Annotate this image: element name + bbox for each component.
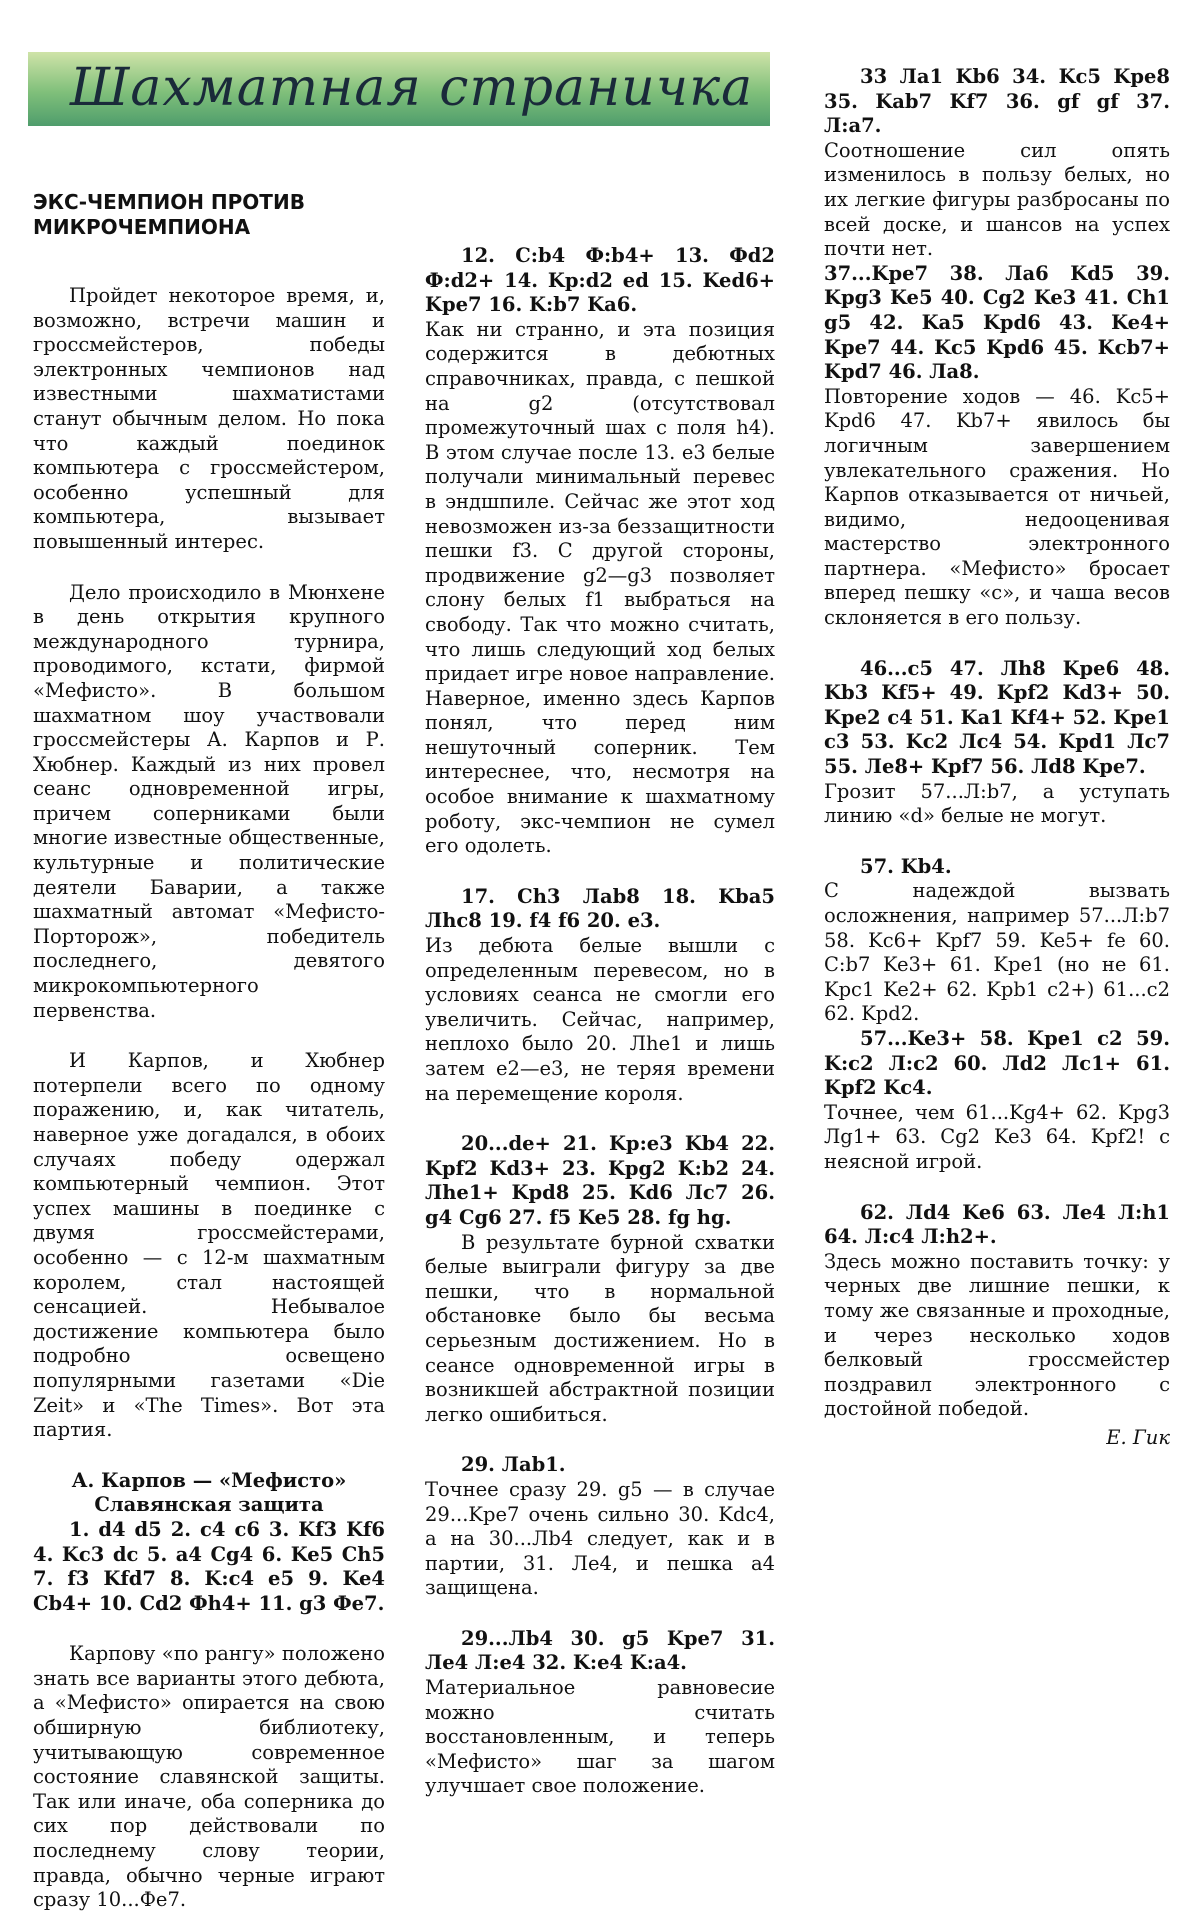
paragraph: И Карпов, и Хюбнер потерпели всего по одному поражению, и, как читатель, наверное уже догадался, в обоих случаях победу одержал компьютерный чемпион. Этот успех машины в поединке с двумя гроссмейстерами, особенно — с 12-м шахматным королем, стал настоящей сенсацией. Небывалое достижение компьютера было подробно освещено популярными газетами «Die Zeit» и «The Times». Вот эта партия.: [33, 1049, 385, 1442]
paragraph: С надеждой вызвать осложнения, например 57...Л:b7 58. Kc6+ Kpf7 59. Ke5+ fe 60. C:b7 Ke3+ 61. Kpe1 (но не 61. Kpc1 Ke2+ 62. Kpb1 c2+) 61...c2 62. Kpd2.: [824, 879, 1170, 1026]
moves-block: 29. Лab1.: [461, 1453, 566, 1477]
column-1: [33, 190, 385, 1913]
article-heading: ЭКС-ЧЕМПИОН ПРОТИВ МИКРОЧЕМПИОНА: [33, 190, 305, 239]
paragraph: Грозит 57...Л:b7, а уступать линию «d» белые не могут.: [824, 779, 1170, 828]
game-players: А. Карпов — «Мефисто»: [71, 1468, 347, 1492]
moves-block: 62. Лd4 Ke6 63. Лe4 Л:h1 64. Л:c4 Л:h2+.: [824, 1200, 1170, 1249]
paragraph: Как ни странно, и эта позиция содержится в дебютных справочниках, правда, с пешкой на g2 (отсутствовал промежуточный шах с поля h4). В этом случае после 13. e3 белые получали минимальный перевес в эндшпиле. Сейчас же этот ход невозможен из-за беззащитности пешки f3. С другой стороны, продвижение g2—g3 позволяет слону белых f1 выбраться на свободу. Так что можно считать, что лишь следующий ход белых придает игре новое направление. Наверное, именно здесь Карпов понял, что перед ним нешуточный соперник. Тем интереснее, что, несмотря на особое внимание к шахматному роботу, экс-чемпион не сумел его одолеть.: [425, 317, 775, 858]
paragraph: Повторение ходов — 46. Kc5+ Kpd6 47. Kb7+ явилось бы логичным завершением увлекательного сражения. Но Карпов отказывается от ничьей, видимо, недооценивая мастерство электронного партнера. «Мефисто» бросает вперед пешку «c», и чаша весов склоняется в его пользу.: [824, 384, 1170, 630]
paragraph: Точнее, чем 61...Kg4+ 62. Kpg3 Лg1+ 63. Cg2 Ke3 64. Kpf2! с неясной игрой.: [824, 1100, 1170, 1173]
paragraph: Пройдет некоторое время, и, возможно, встречи машин и гроссмейстеров, победы электронных чемпионов над известными шахматистами станут обычным делом. Но пока что каждый поединок компьютера с гроссмейстером, особенно успешный для компьютера, вызывает повышенный интерес.: [33, 284, 385, 553]
moves-block: 37...Kpe7 38. Лa6 Kd5 39. Kpg3 Ke5 40. Cg2 Ke3 41. Ch1 g5 42. Ka5 Kpd6 43. Ke4+ Kpe7 44. Kc5 Kpd6 45. Kcb7+ Kpd7 46. Лa8.: [824, 261, 1170, 384]
moves-block: 57...Ke3+ 58. Kpe1 c2 59. K:c2 Л:c2 60. Лd2 Лc1+ 61. Kpf2 Kc4.: [824, 1026, 1170, 1100]
section-banner: [28, 52, 770, 126]
column-3: [824, 65, 1170, 1450]
paragraph: Материальное равновесие можно считать восстановленным, и теперь «Мефисто» шаг за шагом улучшает свое положение.: [425, 1676, 775, 1798]
banner-title: Шахматная страничка: [70, 58, 754, 118]
paragraph: В результате бурной схватки белые выиграли фигуру за две пешки, что в нормальной обстановке было бы весьма серьезным достижением. Но в сеансе одновременной игры в возникшей абстрактной позиции легко ошибиться.: [425, 1230, 775, 1426]
paragraph: Карпову «по рангу» положено знать все варианты этого дебюта, а «Мефисто» опирается на свою обширную библиотеку, учитывающую современное состояние славянской защиты. Так или иначе, оба соперника до сих пор действовали по последнему слову теории, правда, обычно черные играют сразу 10...Фe7.: [33, 1642, 385, 1912]
paragraph: Соотношение сил опять изменилось в пользу белых, но их легкие фигуры разбросаны по всей доске, и шансов на успех почти нет.: [824, 138, 1170, 261]
moves-block: 57. Kb4.: [860, 854, 952, 878]
moves-block: 1. d4 d5 2. c4 c6 3. Kf3 Kf6 4. Kc3 dc 5. a4 Cg4 6. Ke5 Ch5 7. f3 Kfd7 8. K:c4 e5 9. Ke4 Cb4+ 10. Cd2 Фh4+ 11. g3 Фe7.: [33, 1517, 385, 1615]
moves-block: 12. C:b4 Ф:b4+ 13. Фd2 Ф:d2+ 14. Kp:d2 ed 15. Ked6+ Kpe7 16. K:b7 Ka6.: [425, 244, 775, 317]
moves-block: 17. Ch3 Лab8 18. Kba5 Лhc8 19. f4 f6 20. e3.: [425, 884, 775, 933]
moves-block: 29...Лb4 30. g5 Kpe7 31. Лe4 Л:e4 32. K:e4 K:a4.: [425, 1626, 775, 1675]
moves-block: 46...c5 47. Лh8 Kpe6 48. Kb3 Kf5+ 49. Kpf2 Kd3+ 50. Kpe2 c4 51. Ka1 Kf4+ 52. Kpe1 c3 53. Kc2 Лc4 54. Kpd1 Лc7 55. Лe8+ Kpf7 56. Лd8 Kpe7.: [824, 656, 1170, 779]
game-opening: Славянская защита: [94, 1493, 324, 1517]
author-signature: Е. Гик: [1106, 1425, 1170, 1449]
paragraph: Из дебюта белые вышли с определенным перевесом, но в условиях сеанса не смогли его увеличить. Сейчас, например, неплохо было 20. Лhe1 и лишь затем e2—e3, не теряя времени на перемещение короля.: [425, 934, 775, 1105]
column-2: [425, 190, 775, 1799]
moves-block: 33 Лa1 Kb6 34. Kc5 Kpe8 35. Kab7 Kf7 36. gf gf 37. Л:a7.: [824, 65, 1170, 138]
paragraph: Дело происходило в Мюнхене в день открытия крупного международного турнира, проводимого, кстати, фирмой «Мефисто». В большом шахматном шоу участвовали гроссмейстеры А. Карпов и Р. Хюбнер. Каждый из них провел сеанс одновременной игры, причем соперниками были многие известные общественные, культурные и политические деятели Баварии, а также шахматный автомат «Мефисто-Порторож», победитель последнего, девятого микрокомпьютерного первенства.: [33, 580, 385, 1022]
paragraph: Здесь можно поставить точку: у черных две лишние пешки, к тому же связанные и проходные, и через несколько ходов белковый гроссмейстер поздравил электронного с достойной победой.: [824, 1249, 1170, 1421]
moves-block: 20...de+ 21. Kp:e3 Kb4 22. Kpf2 Kd3+ 23. Kpg2 K:b2 24. Лhe1+ Kpd8 25. Kd6 Лc7 26. g4 Cg6 27. f5 Ke5 28. fg hg.: [425, 1132, 775, 1229]
paragraph: Точнее сразу 29. g5 — в случае 29...Kpe7 очень сильно 30. Kdc4, а на 30...Лb4 следует, как и в партии, 31. Лe4, и пешка a4 защищена.: [425, 1477, 775, 1600]
